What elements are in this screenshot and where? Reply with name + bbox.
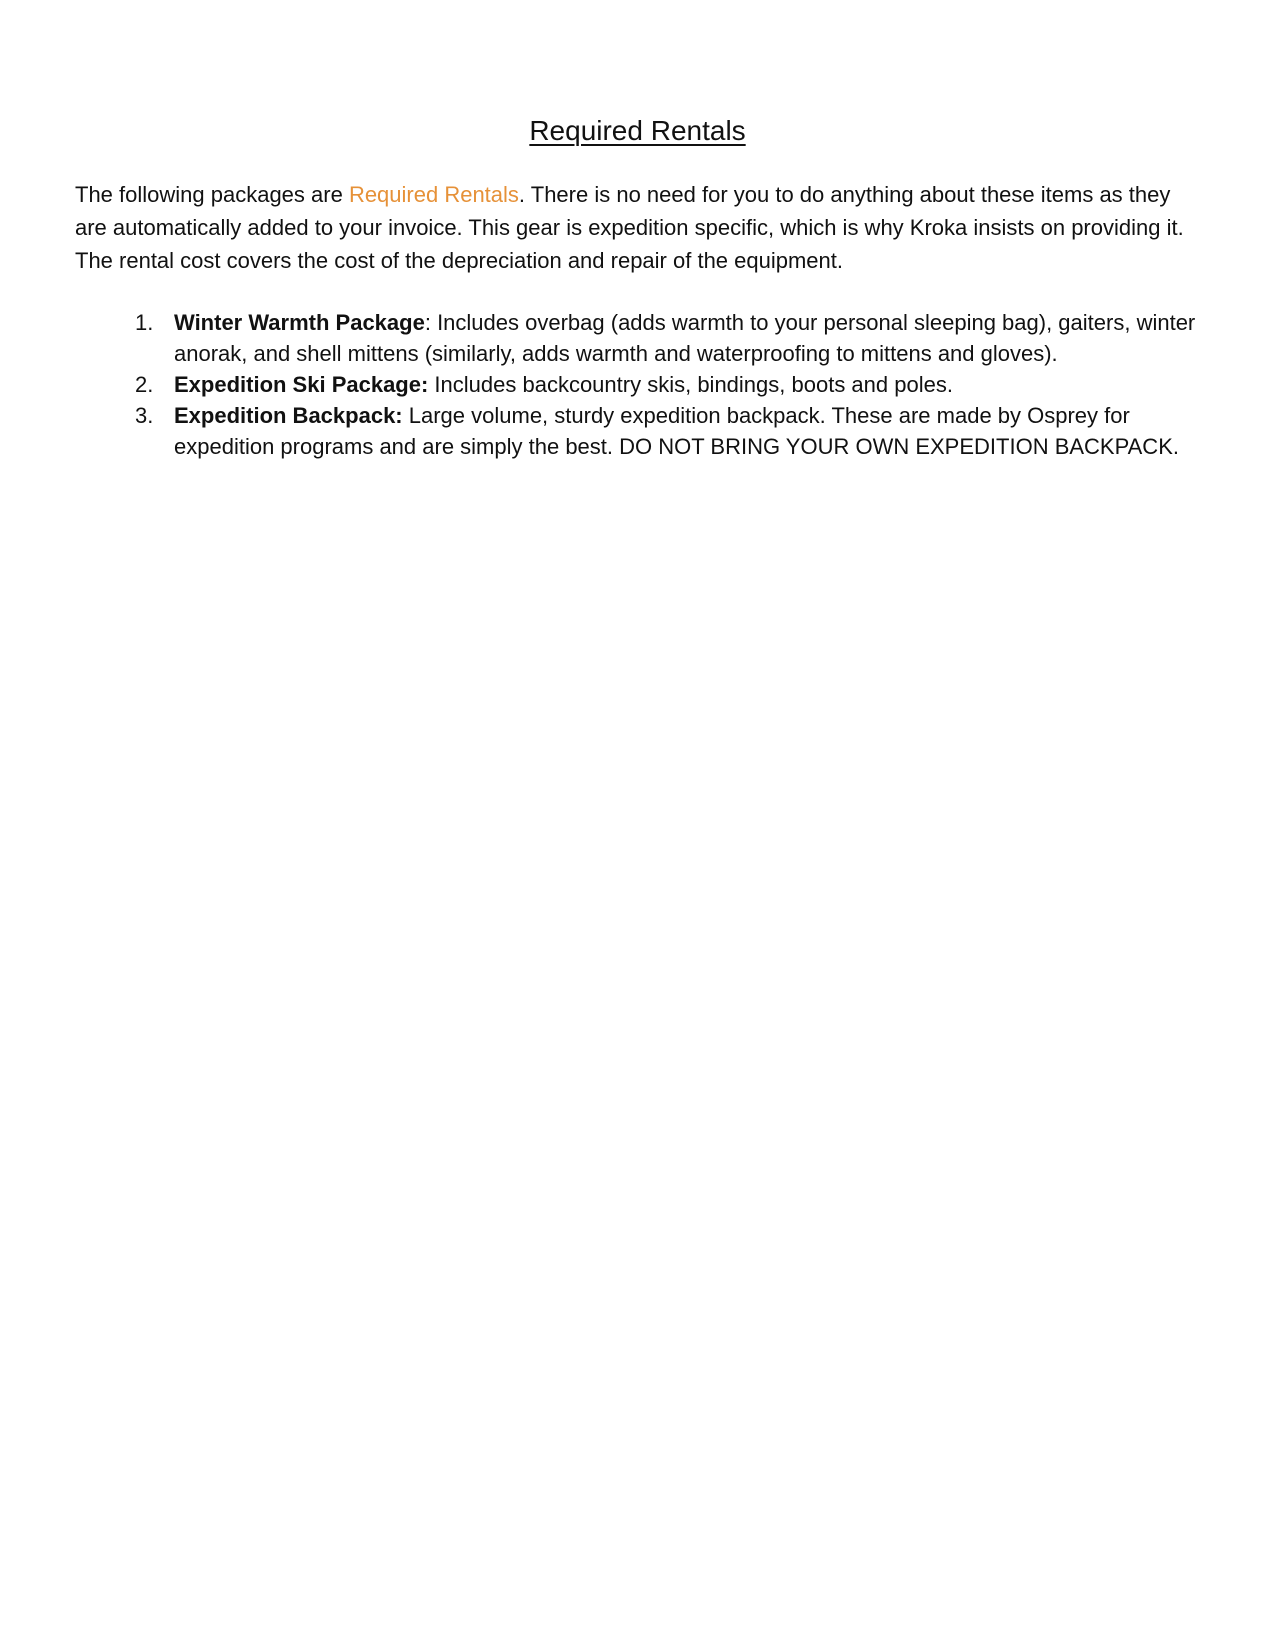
package-name: Expedition Ski Package: [174, 372, 429, 397]
list-item-expedition-backpack [75, 400, 1205, 462]
page-title-text: Required Rentals [529, 115, 746, 146]
list-item-winter-warmth [75, 307, 1205, 369]
intro-paragraph [75, 178, 1205, 277]
package-description: Includes backcountry skis, bindings, boots and poles. [428, 372, 953, 397]
package-name: Winter Warmth Package [174, 310, 425, 335]
page-title [0, 114, 1275, 148]
package-description: Large volume, sturdy expedition backpack. These are made by Osprey for expedition programs and are simply the best. DO NOT BRING YOUR OWN EXPEDITION BACKPACK. [174, 403, 1179, 459]
rental-package-list [75, 307, 1205, 462]
intro-text-start: The following packages are [75, 182, 349, 207]
list-item-number: 3. [135, 403, 154, 428]
package-description: : Includes overbag (adds warmth to your personal sleeping bag), gaiters, winter anorak, and shell mittens (similarly, adds warmth and waterproofing to mittens and gloves). [174, 310, 1196, 366]
list-item-number: 1. [135, 310, 154, 335]
required-rentals-link[interactable]: Required Rentals [348, 182, 519, 207]
list-item-number: 2. [135, 372, 154, 397]
intro-text-end: . There is no need for you to do anything about these items as they are automatically added to your invoice. This gear is expedition specific, which is why Kroka insists on providing it. The rental cost covers the cost of the depreciation and repair of the equipment. [75, 182, 1184, 273]
list-item-expedition-ski [75, 369, 1205, 400]
package-name: Expedition Backpack: [174, 403, 403, 428]
